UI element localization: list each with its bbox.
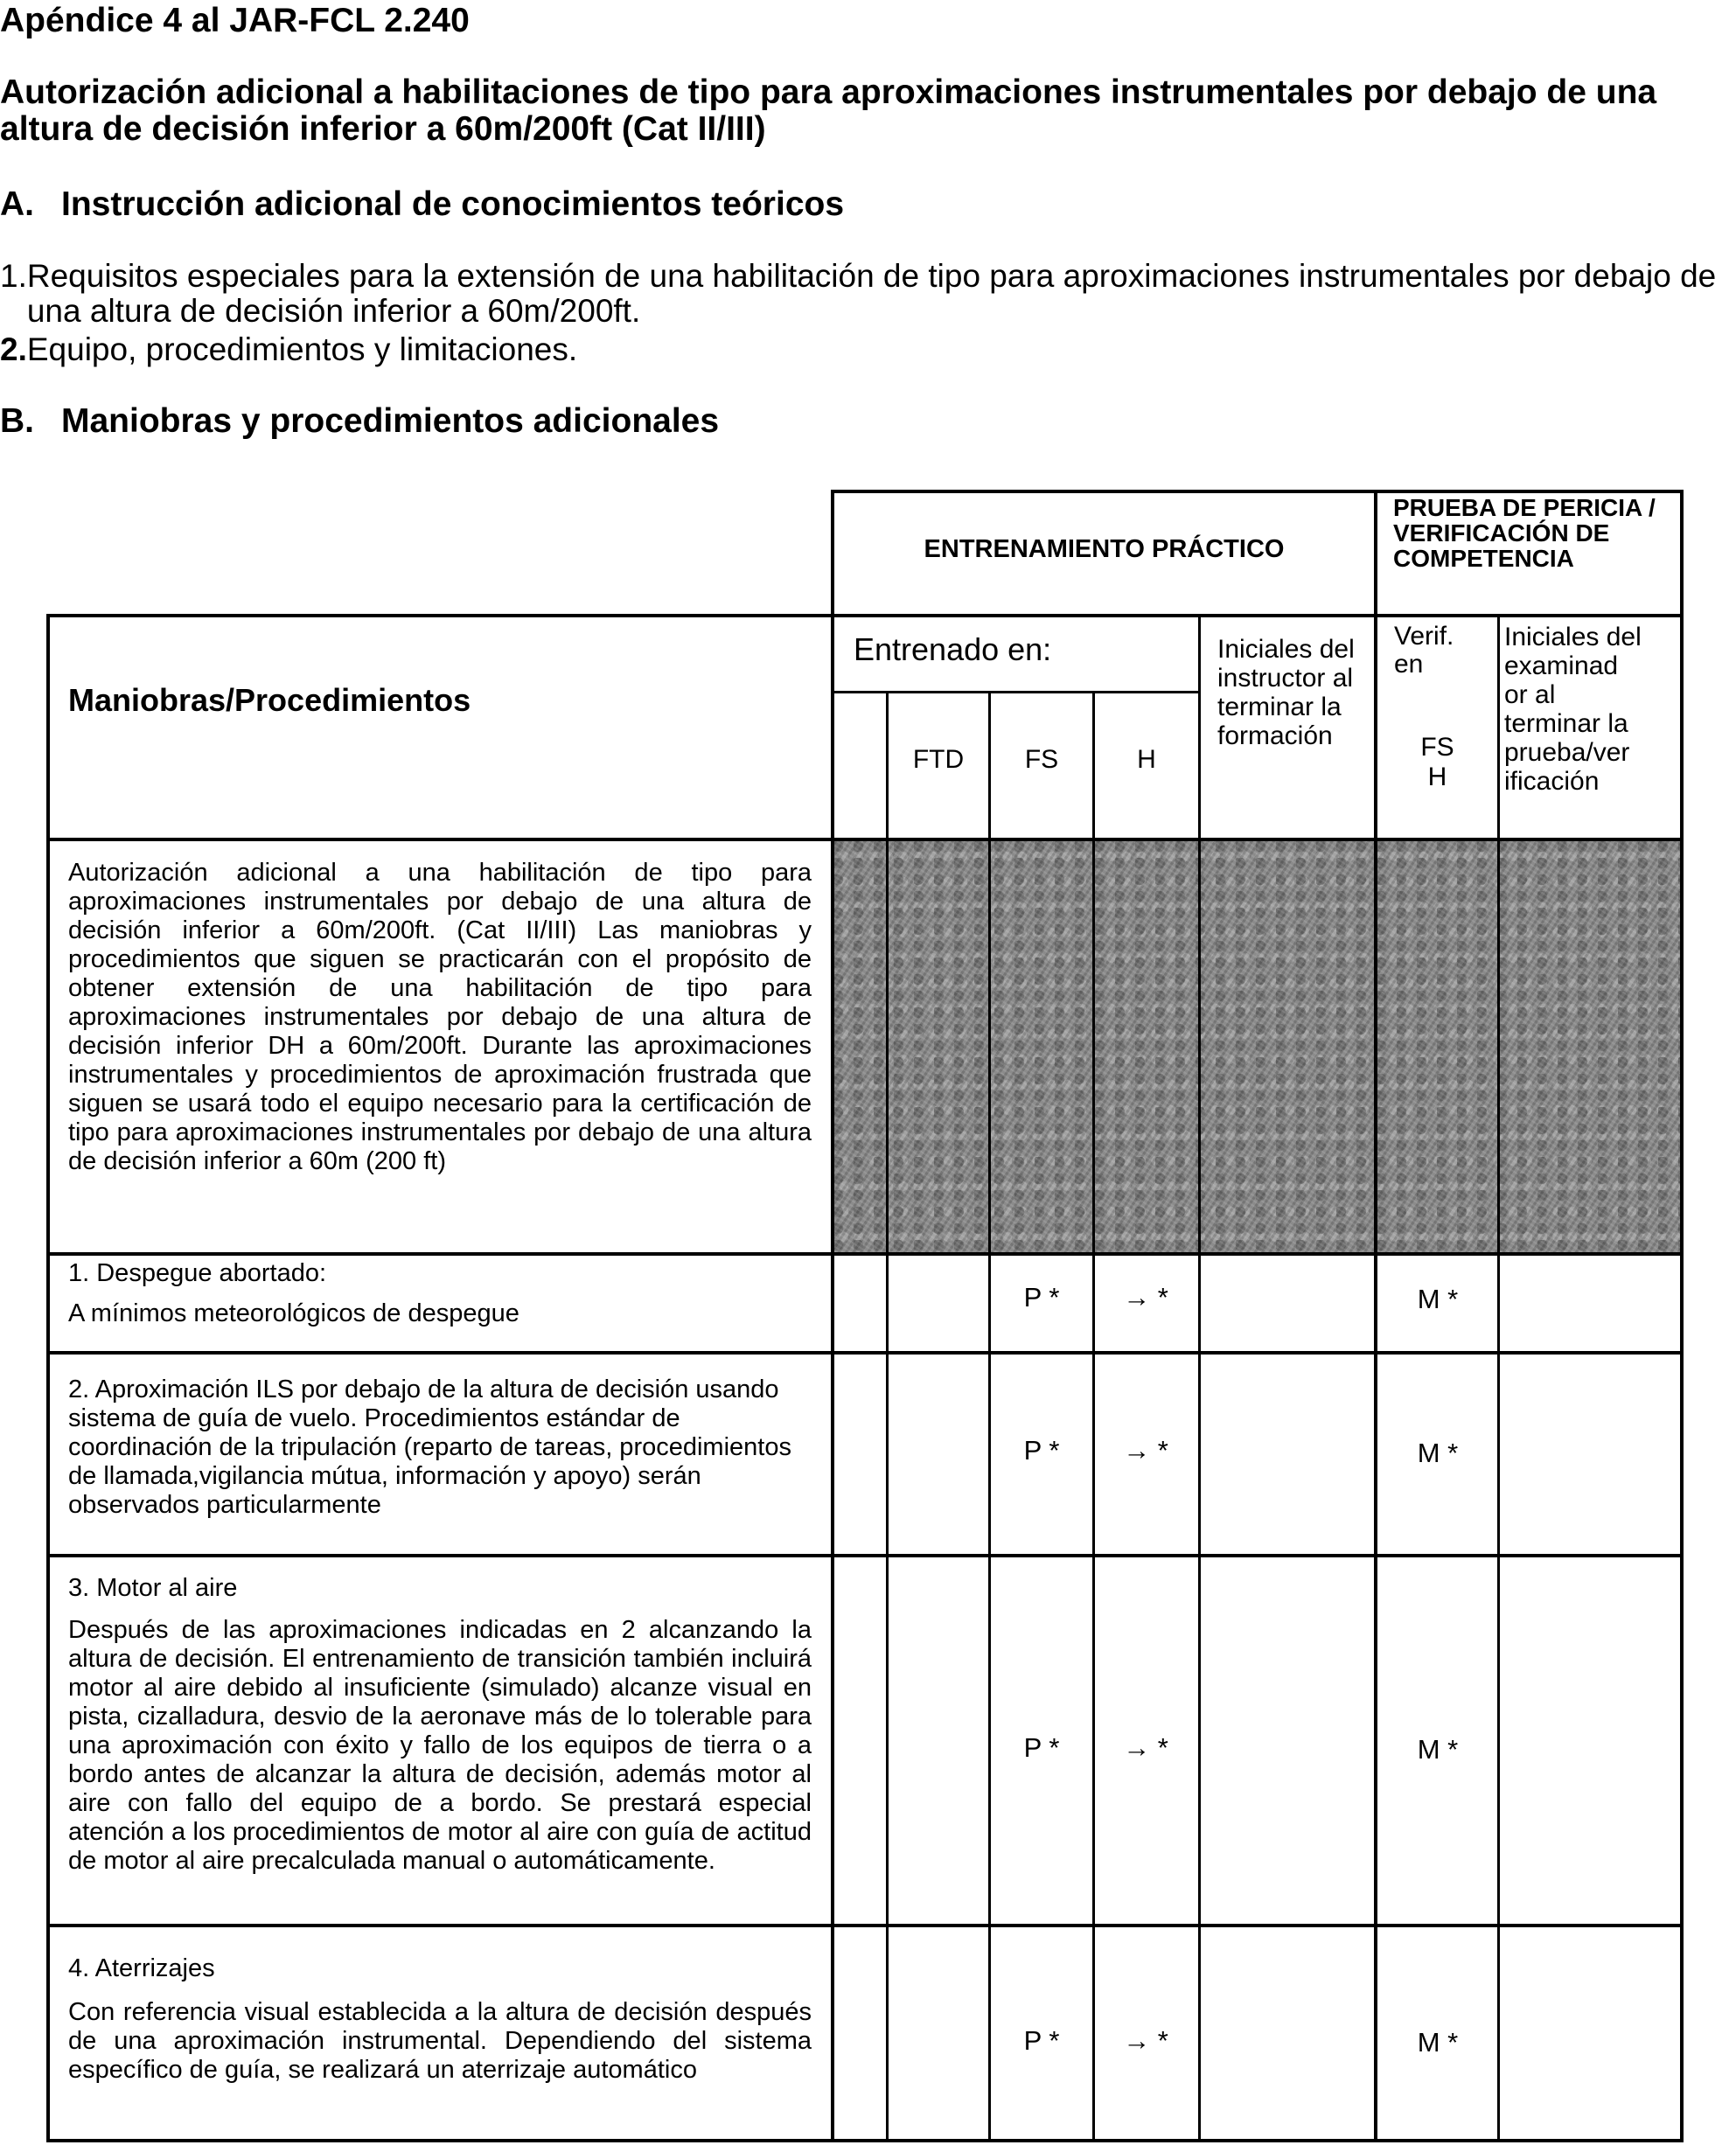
row-text: Con referencia visual establecida a la altura de decisión después de una aproximación instrumental. Dependiendo del sistema específico de guía, se realizará un aterrizaje automático	[68, 1998, 812, 2084]
column-divider	[1092, 691, 1095, 2142]
verif-mark: M *	[1417, 1734, 1459, 1765]
table-right-border	[1680, 490, 1684, 2142]
row-title: 4. Aterrizajes	[68, 1954, 215, 1982]
table-left-border	[46, 614, 50, 2142]
verif-mark: M *	[1417, 1284, 1459, 1314]
intro-row-text: Autorización adicional a una habilitación de tipo para aproximaciones instrumentales por debajo de una altura de decisión inferior a 60m/200ft. (Cat II/III) Las maniobras y procedimientos que siguen se practicarán con el propósito de obtener extensión de una habilitación de tipo para aproximaciones instrumentales por debajo de una altura de decisión inferior DH a 60m/200ft. Durante las aproximaciones instrumentales y procedimientos de aproximación frustrada que siguen se usará todo el equipo necesario para la certificación de tipo para aproximaciones instrumentales por debajo de una altura de decisión inferior a 60m (200 ft)	[68, 859, 812, 1175]
column-header-fs: FS	[1024, 745, 1059, 774]
subheader-divider	[833, 691, 1201, 693]
h-mark: → *	[1123, 1282, 1168, 1313]
fs-mark: P *	[1023, 2025, 1060, 2056]
column-header-h: H	[1137, 745, 1156, 774]
row-text: Después de las aproximaciones indicadas en 2 alcanzando la altura de decisión. El entrenamiento de transición también incluirá motor al aire debido al insuficiente (simulado) alcanze visual en pista, cizalladura, desvio de la aeronave más de lo tolerable para una aproximación con éxito y fallo de los equipos de tierra o a bordo antes de alcanzar la altura de decisión, además motor al aire con fallo del equipo de a bordo. Se prestará especial atención a los procedimientos de motor al aire con guía de actitud de motor al aire precalculada manual o automáticamente.	[68, 1616, 812, 1875]
section-a-item-1	[0, 259, 1733, 329]
column-header-ftd: FTD	[912, 745, 965, 774]
column-divider	[886, 691, 889, 2142]
column-divider	[831, 490, 834, 2142]
row-text: 2. Aproximación ILS por debajo de la altura de decisión usando sistema de guía de vuelo. Procedimientos estándar de coordinación de la tripulación (reparto de tareas, procedimientos de llamada,vigilancia mútua, información y apoyo) serán observados particularmente	[68, 1375, 791, 1519]
column-header-instructor: Iniciales del instructor al terminar la formación	[1217, 635, 1355, 750]
column-header-maneuvers: Maniobras/Procedimientos	[68, 682, 471, 718]
row-divider	[46, 1252, 1684, 1256]
table-bottom-border	[46, 2139, 1684, 2142]
verif-mark: M *	[1417, 1438, 1459, 1468]
item-number: 1.	[0, 258, 27, 294]
h-mark: → *	[1123, 1732, 1168, 1763]
fs-mark: P *	[1023, 1732, 1060, 1763]
column-divider	[988, 691, 991, 2142]
row-divider	[46, 1554, 1684, 1557]
section-b-letter: B.	[0, 402, 34, 440]
column-divider	[1198, 616, 1201, 2142]
table-header-border	[46, 614, 1684, 617]
row-title: 3. Motor al aire	[68, 1574, 238, 1602]
item-text: Requisitos especiales para la extensión de una habilitación de tipo para aproximaciones instrumentales por debajo de una altura de decisión inferior a 60m/200ft.	[26, 258, 1717, 329]
fs-mark: P *	[1023, 1435, 1060, 1466]
section-a-item-2	[0, 332, 1733, 367]
group-header-training: ENTRENAMIENTO PRÁCTICO	[924, 535, 1285, 563]
shaded-intro-band	[833, 841, 1680, 1252]
column-header-verif-h: H	[1427, 763, 1447, 791]
verif-mark: M *	[1417, 2027, 1459, 2058]
section-a-heading	[0, 185, 844, 224]
h-mark: → *	[1123, 2025, 1168, 2056]
row-divider	[46, 1351, 1684, 1355]
group-header-test: PRUEBA DE PERICIA / VERIFICACIÓN DE COMPETENCIA	[1393, 494, 1656, 572]
section-a-letter: A.	[0, 185, 34, 223]
row-title: 1. Despegue abortado:	[68, 1259, 327, 1287]
table-top-border	[833, 490, 1684, 493]
row-divider	[46, 1924, 1684, 1927]
item-text: Equipo, procedimientos y limitaciones.	[26, 331, 578, 367]
section-b-title: Maniobras y procedimientos adicionales	[61, 402, 720, 440]
column-header-examiner: Iniciales del examinad or al terminar la prueba/ver ificación	[1504, 623, 1642, 796]
section-b-heading	[0, 402, 719, 441]
row-text: A mínimos meteorológicos de despegue	[68, 1299, 519, 1327]
trained-in-label: Entrenado en:	[854, 631, 1052, 667]
fs-mark: P *	[1023, 1282, 1060, 1313]
appendix-title: Apéndice 4 al JAR-FCL 2.240	[0, 2, 470, 39]
header-bottom-border	[46, 838, 1684, 841]
section-a-title: Instrucción adicional de conocimientos teóricos	[61, 185, 845, 223]
column-header-verif-fs: FS	[1420, 733, 1454, 762]
page-title: Autorización adicional a habilitaciones de tipo para aproximaciones instrumentales por debajo de una altura de decisión inferior a 60m/200ft (Cat II/III)	[0, 73, 1657, 148]
column-header-verif: Verif. en	[1394, 622, 1454, 679]
h-mark: → *	[1123, 1435, 1168, 1466]
item-number: 2.	[0, 331, 27, 367]
column-divider	[1497, 616, 1500, 2142]
